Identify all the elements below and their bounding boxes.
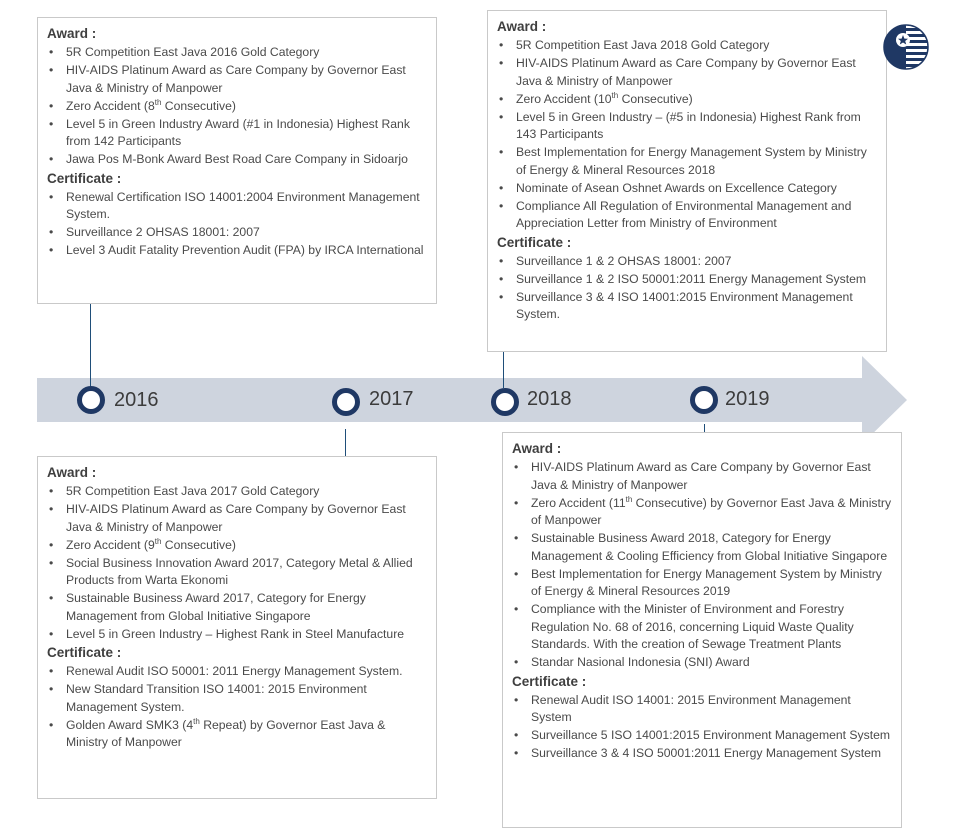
connector-2018 bbox=[503, 351, 504, 388]
list-item: • Golden Award SMK3 (4th Repeat) by Governor East Java & Ministry of Manpower bbox=[47, 717, 428, 752]
list-item: • 5R Competition East Java 2018 Gold Category bbox=[497, 37, 878, 55]
award-heading: Award : bbox=[47, 26, 97, 41]
list-item: • Surveillance 1 & 2 OHSAS 18001: 2007 bbox=[497, 253, 878, 271]
award-list-2017 bbox=[47, 483, 428, 643]
list-item: • Best Implementation for Energy Management System by Ministry of Energy & Mineral Resources 2019 bbox=[512, 566, 893, 601]
company-logo bbox=[879, 24, 933, 70]
list-item: • Renewal Audit ISO 14001: 2015 Environment Management System bbox=[512, 692, 893, 727]
panel-2017 bbox=[37, 456, 437, 799]
year-marker-2016 bbox=[77, 386, 105, 414]
list-item: • Level 5 in Green Industry – Highest Rank in Steel Manufacture bbox=[47, 626, 428, 644]
certificate-list-2018 bbox=[497, 253, 878, 324]
list-item: • Compliance with the Minister of Environment and Forestry Regulation No. 68 of 2016, concerning Liquid Waste Quality Standards. With the creation of Sewage Treatment Plants bbox=[512, 601, 893, 654]
list-item: • Surveillance 5 ISO 14001:2015 Environment Management System bbox=[512, 727, 893, 745]
certificate-heading: Certificate : bbox=[47, 645, 122, 660]
list-item: • Zero Accident (8th Consecutive) bbox=[47, 98, 428, 116]
award-list-2019 bbox=[512, 459, 893, 672]
list-item: • Sustainable Business Award 2018, Category for Energy Management & Cooling Efficiency from Global Initiative Singapore bbox=[512, 530, 893, 565]
list-item: • Level 5 in Green Industry – (#5 in Indonesia) Highest Rank from 143 Participants bbox=[497, 109, 878, 144]
panel-2019 bbox=[502, 432, 902, 828]
list-item: • Zero Accident (10th Consecutive) bbox=[497, 91, 878, 109]
timeline-arrow bbox=[37, 356, 907, 444]
list-item: • Best Implementation for Energy Management System by Ministry of Energy & Mineral Resources 2018 bbox=[497, 144, 878, 179]
year-label-2018: 2018 bbox=[527, 388, 572, 410]
award-heading: Award : bbox=[512, 441, 562, 456]
year-label-2017: 2017 bbox=[369, 388, 414, 410]
list-item: • Renewal Certification ISO 14001:2004 Environment Management System. bbox=[47, 189, 428, 224]
list-item: • Compliance All Regulation of Environmental Management and Appreciation Letter from Ministry of Environment bbox=[497, 198, 878, 233]
year-marker-2018 bbox=[491, 388, 519, 416]
list-item: • Nominate of Asean Oshnet Awards on Excellence Category bbox=[497, 180, 878, 198]
list-item: • Standar Nasional Indonesia (SNI) Award bbox=[512, 654, 893, 672]
list-item: • Social Business Innovation Award 2017, Category Metal & Allied Products from Warta Ekonomi bbox=[47, 555, 428, 590]
list-item: • Surveillance 3 & 4 ISO 14001:2015 Environment Management System. bbox=[497, 289, 878, 324]
list-item: • Surveillance 2 OHSAS 18001: 2007 bbox=[47, 224, 428, 242]
list-item: • HIV-AIDS Platinum Award as Care Company by Governor East Java & Ministry of Manpower bbox=[497, 55, 878, 90]
list-item: • 5R Competition East Java 2017 Gold Category bbox=[47, 483, 428, 501]
timeline-arrow-shape bbox=[37, 356, 907, 444]
list-item: • Sustainable Business Award 2017, Category for Energy Management from Global Initiative Singapore bbox=[47, 590, 428, 625]
certificate-heading: Certificate : bbox=[497, 234, 572, 250]
award-heading: Award : bbox=[47, 465, 97, 480]
list-item: • HIV-AIDS Platinum Award as Care Company by Governor East Java & Ministry of Manpower bbox=[47, 501, 428, 536]
list-item: • Zero Accident (9th Consecutive) bbox=[47, 537, 428, 555]
certificate-heading: Certificate : bbox=[47, 170, 122, 186]
award-heading: Award : bbox=[497, 19, 547, 34]
connector-2017 bbox=[345, 429, 346, 457]
list-item: • HIV-AIDS Platinum Award as Care Company by Governor East Java & Ministry of Manpower bbox=[512, 459, 893, 494]
list-item: • Jawa Pos M-Bonk Award Best Road Care Company in Sidoarjo bbox=[47, 151, 428, 169]
list-item: • Level 3 Audit Fatality Prevention Audit (FPA) by IRCA International bbox=[47, 242, 428, 260]
list-item: • Renewal Audit ISO 50001: 2011 Energy Management System. bbox=[47, 663, 428, 681]
connector-2016 bbox=[90, 304, 91, 388]
year-label-2016: 2016 bbox=[114, 389, 159, 411]
list-item: • Level 5 in Green Industry Award (#1 in Indonesia) Highest Rank from 142 Participants bbox=[47, 116, 428, 151]
year-marker-2019 bbox=[690, 386, 718, 414]
panel-2016 bbox=[37, 17, 437, 304]
award-list-2018 bbox=[497, 37, 878, 233]
certificate-list-2019 bbox=[512, 692, 893, 763]
list-item: • HIV-AIDS Platinum Award as Care Company by Governor East Java & Ministry of Manpower bbox=[47, 62, 428, 97]
list-item: • New Standard Transition ISO 14001: 2015 Environment Management System. bbox=[47, 681, 428, 716]
certificate-list-2016 bbox=[47, 189, 428, 260]
certificate-list-2017 bbox=[47, 663, 428, 752]
certificate-heading: Certificate : bbox=[512, 673, 587, 689]
list-item: • Surveillance 1 & 2 ISO 50001:2011 Energy Management System bbox=[497, 271, 878, 289]
year-label-2019: 2019 bbox=[725, 388, 770, 410]
panel-2018 bbox=[487, 10, 887, 352]
list-item: • 5R Competition East Java 2016 Gold Category bbox=[47, 44, 428, 62]
list-item: • Zero Accident (11th Consecutive) by Governor East Java & Ministry of Manpower bbox=[512, 495, 893, 530]
list-item: • Surveillance 3 & 4 ISO 50001:2011 Energy Management System bbox=[512, 745, 893, 763]
year-marker-2017 bbox=[332, 388, 360, 416]
award-list-2016 bbox=[47, 44, 428, 169]
